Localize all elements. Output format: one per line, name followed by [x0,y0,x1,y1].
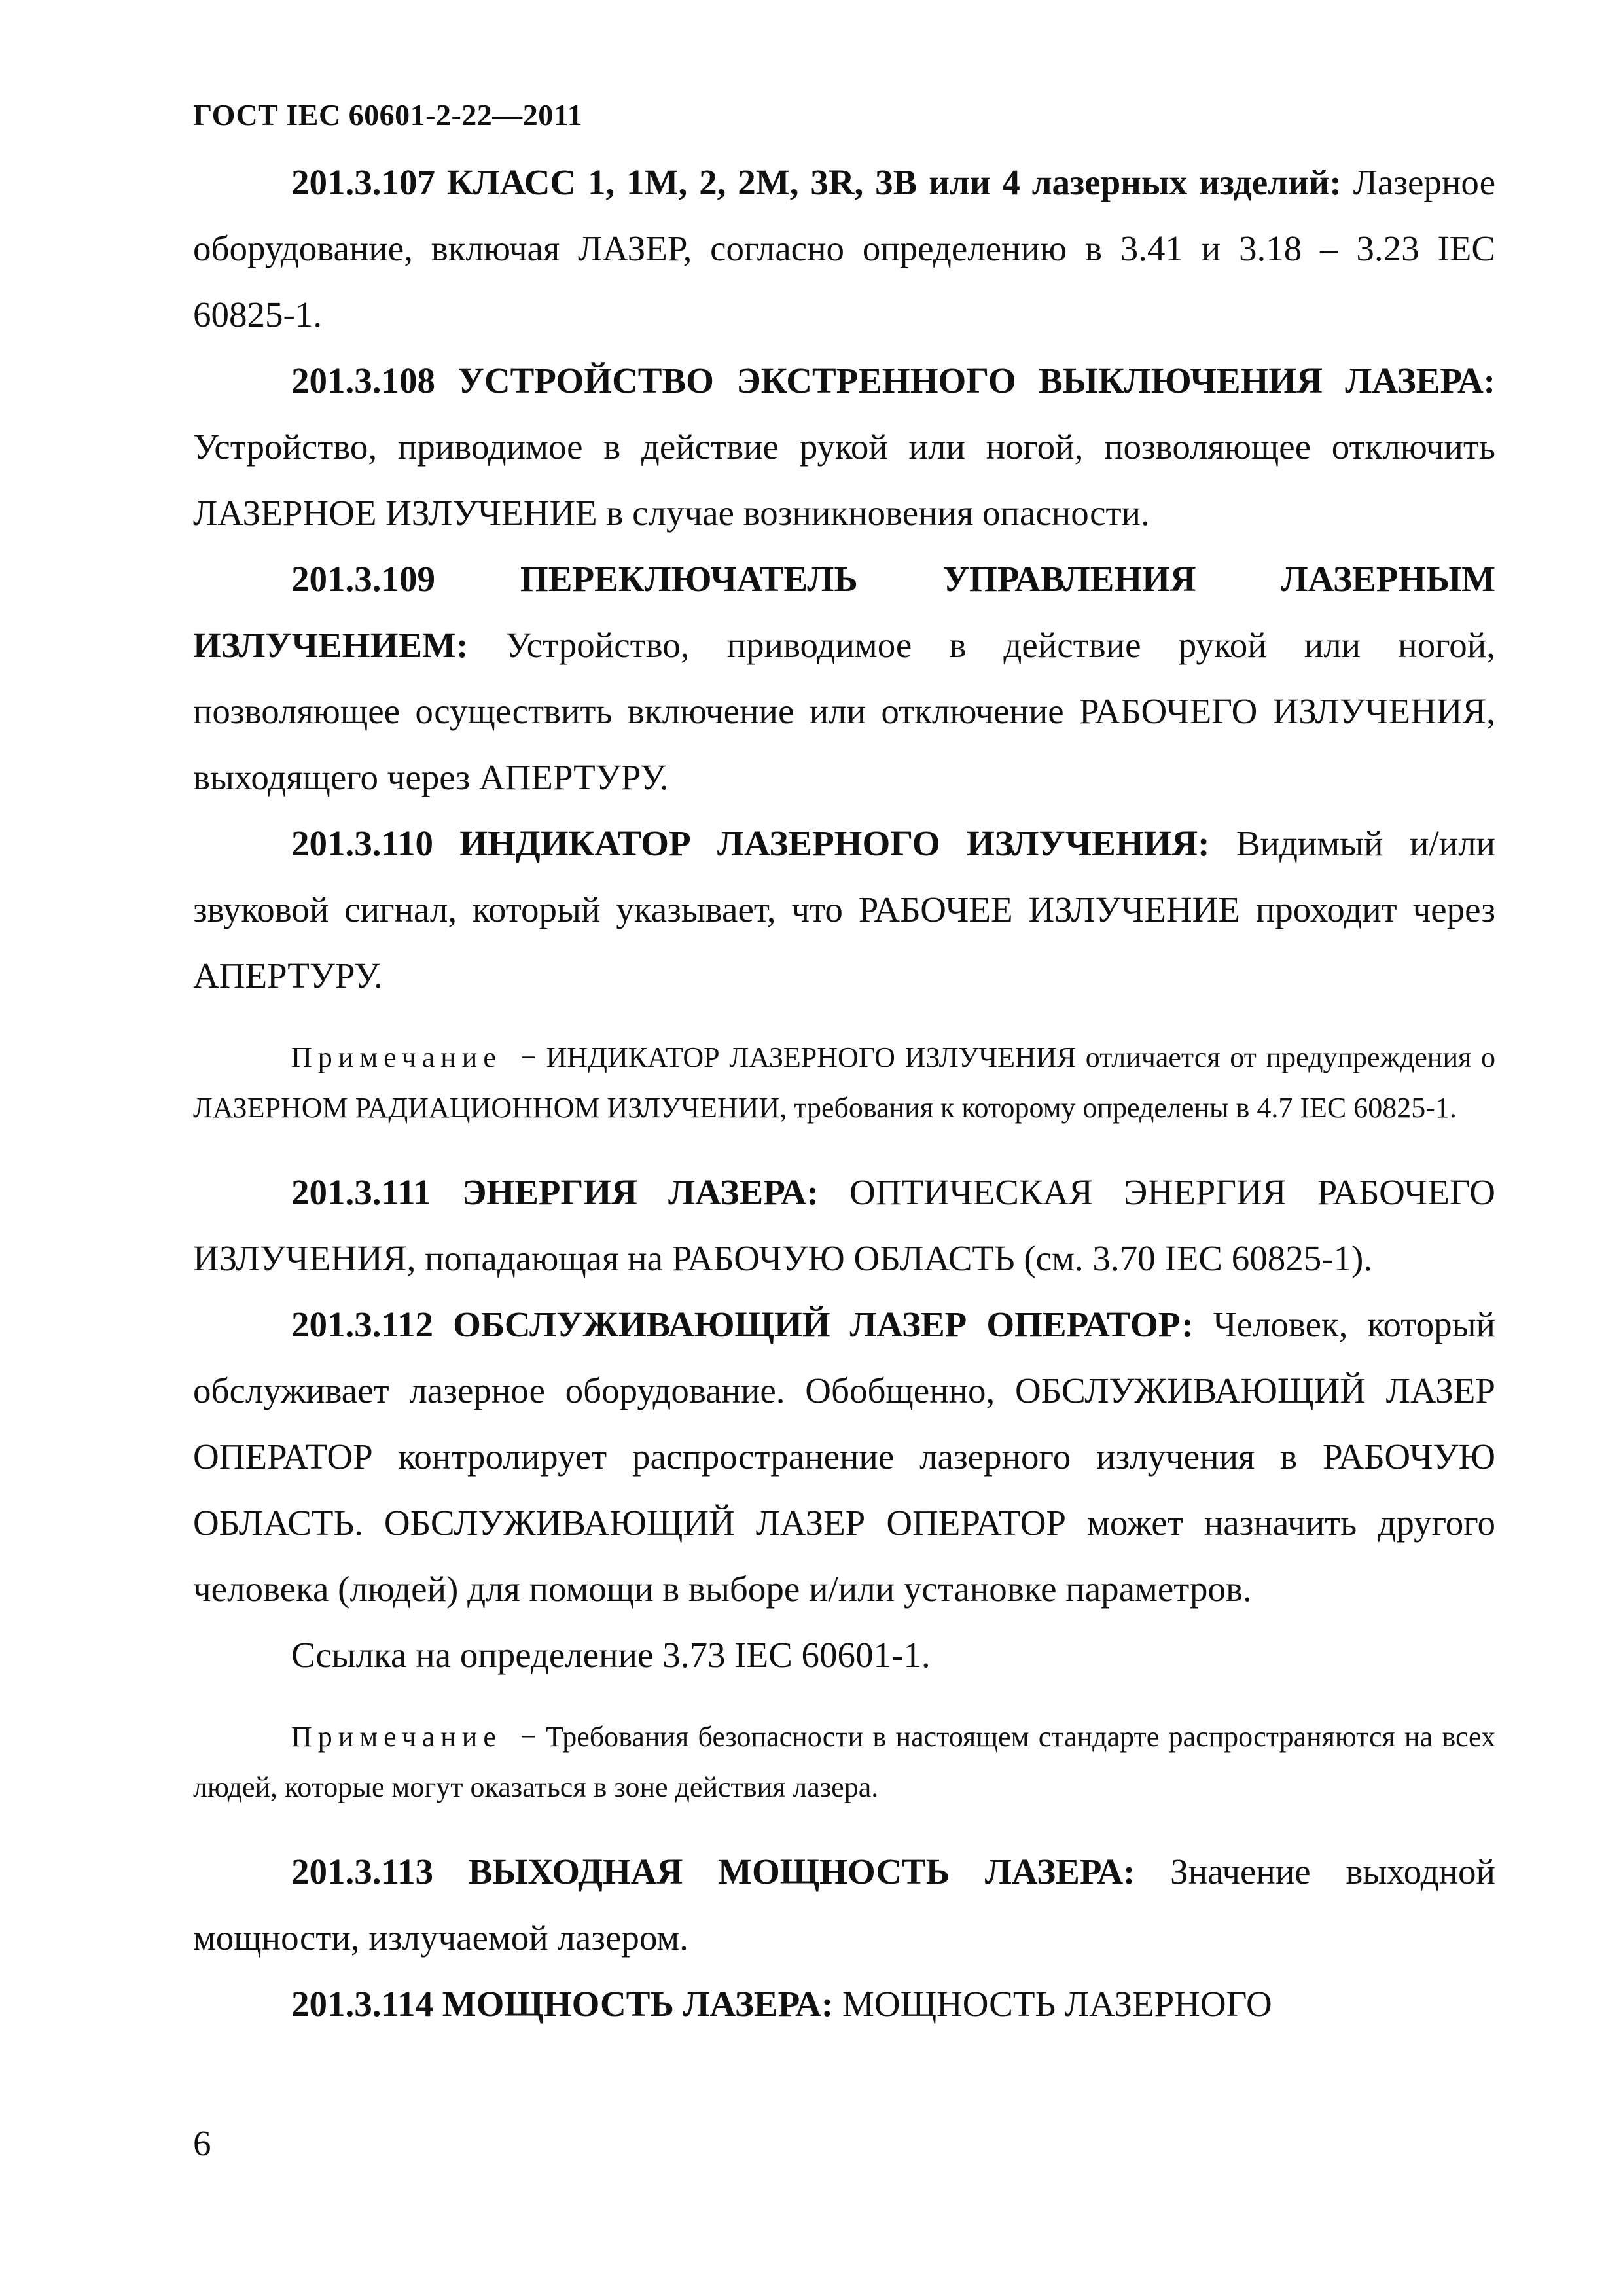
definition-201-3-114 [193,1971,1495,2037]
definition-201-3-111 [193,1159,1495,1291]
note-label: Примечание [291,1041,502,1073]
definition-201-3-108 [193,348,1495,546]
term: 201.3.108 УСТРОЙСТВО ЭКСТРЕННОГО ВЫКЛЮЧЕНИЯ ЛАЗЕРА: [291,361,1495,401]
definition-text: Человек, который обслуживает лазерное оборудование. Обобщенно, ОБСЛУЖИВАЮЩИЙ ЛАЗЕР ОПЕРАТОР контролирует распространение лазерного излучения в РАБОЧУЮ ОБЛАСТЬ. ОБСЛУЖИВАЮЩИЙ ЛАЗЕР ОПЕРАТОР может назначить другого человека (людей) для помощи в выборе и/или установке параметров. [193,1304,1495,1609]
note-laser-indicator [193,1032,1495,1133]
term: 201.3.113 ВЫХОДНАЯ МОЩНОСТЬ ЛАЗЕРА: [291,1852,1135,1892]
definition-text: Устройство, приводимое в действие рукой или ногой, позволяющее отключить ЛАЗЕРНОЕ ИЗЛУЧЕНИЕ в случае возникновения опасности. [193,427,1495,533]
definition-text: Устройство, приводимое в действие рукой или ногой, позволяющее осуществить включение или отключение РАБОЧЕГО ИЗЛУЧЕНИЯ, выходящего через АПЕРТУРУ. [193,625,1495,797]
note-text: − Требования безопасности в настоящем стандарте распространяются на всех людей, которые могут оказаться в зоне действия лазера. [193,1721,1495,1803]
term: 201.3.109 ПЕРЕКЛЮЧАТЕЛЬ УПРАВЛЕНИЯ ЛАЗЕРНЫМ ИЗЛУЧЕНИЕМ: [193,559,1495,665]
definition-text: Лазерное оборудование, включая ЛАЗЕР, согласно определению в 3.41 и 3.18 – 3.23 IEC 60825-1. [193,162,1495,334]
definition-text: Видимый и/или звуковой сигнал, который указывает, что РАБОЧЕЕ ИЗЛУЧЕНИЕ проходит через АПЕРТУРУ. [193,823,1495,996]
definition-text: МОЩНОСТЬ ЛАЗЕРНОГО [833,1984,1272,2024]
definition-201-3-112 [193,1291,1495,1622]
document-body [193,149,1495,2037]
definition-201-3-109 [193,546,1495,810]
page-number: 6 [193,2123,211,2163]
definition-text: ОПТИЧЕСКАЯ ЭНЕРГИЯ РАБОЧЕГО ИЗЛУЧЕНИЯ, попадающая на РАБОЧУЮ ОБЛАСТЬ (см. 3.70 IEC 60825-1). [193,1172,1495,1278]
reference-line: Ссылка на определение 3.73 IEC 60601-1. [291,1635,931,1675]
note-safety-requirements [193,1712,1495,1812]
note-text: − ИНДИКАТОР ЛАЗЕРНОГО ИЗЛУЧЕНИЯ отличается от предупреждения о ЛАЗЕРНОМ РАДИАЦИОННОМ ИЗЛУЧЕНИИ, требования к которому определены в 4.7 IEC 60825-1. [193,1041,1495,1124]
definition-201-3-107 [193,149,1495,348]
definition-text: Значение выходной мощности, излучаемой лазером. [193,1852,1495,1958]
note-label: Примечание [291,1721,502,1753]
definition-201-3-110 [193,810,1495,1009]
term: 201.3.112 ОБСЛУЖИВАЮЩИЙ ЛАЗЕР ОПЕРАТОР: [291,1304,1194,1344]
term: 201.3.107 КЛАСС 1, 1М, 2, 2М, 3R, 3В или 4 лазерных изделий: [291,162,1342,202]
document-header: ГОСТ IEC 60601-2-22—2011 [193,98,583,132]
term: 201.3.114 МОЩНОСТЬ ЛАЗЕРА: [291,1984,834,2024]
term: 201.3.110 ИНДИКАТОР ЛАЗЕРНОГО ИЗЛУЧЕНИЯ: [291,823,1210,863]
definition-201-3-113 [193,1839,1495,1971]
term: 201.3.111 ЭНЕРГИЯ ЛАЗЕРА: [291,1172,819,1212]
